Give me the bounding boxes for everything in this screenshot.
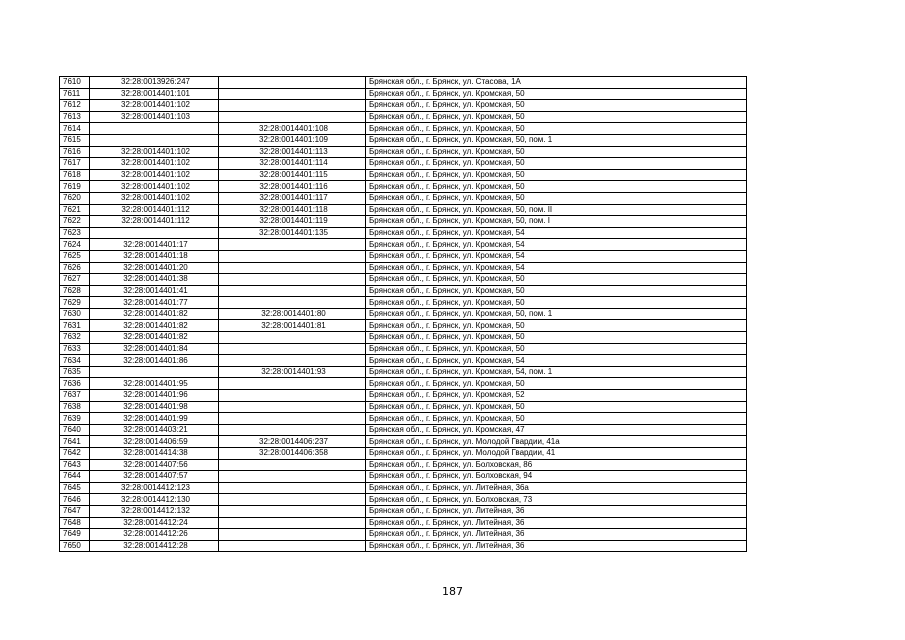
building-cadastral-number-cell [219, 297, 366, 309]
row-number-cell: 7623 [60, 227, 90, 239]
address-cell: Брянская обл., г. Брянск, ул. Кромская, 50 [366, 401, 747, 413]
building-cadastral-number-cell [219, 355, 366, 367]
table-row [60, 308, 747, 320]
land-cadastral-number-cell: 32:28:0014412:24 [90, 517, 219, 529]
table-row [60, 111, 747, 123]
row-number-cell: 7640 [60, 424, 90, 436]
land-cadastral-number-cell [90, 227, 219, 239]
land-cadastral-number-cell: 32:28:0014401:18 [90, 250, 219, 262]
building-cadastral-number-cell [219, 505, 366, 517]
address-cell: Брянская обл., г. Брянск, ул. Молодой Гвардии, 41 [366, 448, 747, 460]
land-cadastral-number-cell: 32:28:0014401:101 [90, 88, 219, 100]
address-cell: Брянская обл., г. Брянск, ул. Кромская, 50 [366, 320, 747, 332]
row-number-cell: 7641 [60, 436, 90, 448]
address-cell: Брянская обл., г. Брянск, ул. Кромская, 54 [366, 239, 747, 251]
table-row [60, 366, 747, 378]
row-number-cell: 7618 [60, 169, 90, 181]
row-number-cell: 7635 [60, 366, 90, 378]
land-cadastral-number-cell: 32:28:0014401:84 [90, 343, 219, 355]
table-row [60, 320, 747, 332]
table-row [60, 494, 747, 506]
row-number-cell: 7650 [60, 540, 90, 552]
address-cell: Брянская обл., г. Брянск, ул. Кромская, 50, пом. I [366, 216, 747, 228]
row-number-cell: 7642 [60, 448, 90, 460]
building-cadastral-number-cell [219, 274, 366, 286]
table-row [60, 285, 747, 297]
building-cadastral-number-cell: 32:28:0014401:81 [219, 320, 366, 332]
land-cadastral-number-cell: 32:28:0014412:28 [90, 540, 219, 552]
address-cell: Брянская обл., г. Брянск, ул. Кромская, 50 [366, 413, 747, 425]
land-cadastral-number-cell [90, 134, 219, 146]
address-cell: Брянская обл., г. Брянск, ул. Болховская, 86 [366, 459, 747, 471]
address-cell: Брянская обл., г. Брянск, ул. Литейная, 36 [366, 505, 747, 517]
table-row [60, 169, 747, 181]
row-number-cell: 7634 [60, 355, 90, 367]
row-number-cell: 7614 [60, 123, 90, 135]
building-cadastral-number-cell: 32:28:0014401:80 [219, 308, 366, 320]
land-cadastral-number-cell: 32:28:0014401:102 [90, 158, 219, 170]
land-cadastral-number-cell: 32:28:0014412:26 [90, 529, 219, 541]
address-cell: Брянская обл., г. Брянск, ул. Болховская, 94 [366, 471, 747, 483]
building-cadastral-number-cell [219, 343, 366, 355]
land-cadastral-number-cell: 32:28:0014401:112 [90, 216, 219, 228]
building-cadastral-number-cell [219, 471, 366, 483]
building-cadastral-number-cell [219, 250, 366, 262]
land-cadastral-number-cell: 32:28:0014401:77 [90, 297, 219, 309]
building-cadastral-number-cell [219, 88, 366, 100]
table-row [60, 529, 747, 541]
row-number-cell: 7613 [60, 111, 90, 123]
table-row [60, 540, 747, 552]
row-number-cell: 7630 [60, 308, 90, 320]
building-cadastral-number-cell [219, 529, 366, 541]
address-cell: Брянская обл., г. Брянск, ул. Кромская, 50 [366, 285, 747, 297]
row-number-cell: 7639 [60, 413, 90, 425]
land-cadastral-number-cell: 32:28:0014403:21 [90, 424, 219, 436]
table-row [60, 181, 747, 193]
row-number-cell: 7644 [60, 471, 90, 483]
table-row [60, 332, 747, 344]
address-cell: Брянская обл., г. Брянск, ул. Кромская, 50, пом. 1 [366, 308, 747, 320]
row-number-cell: 7611 [60, 88, 90, 100]
address-cell: Брянская обл., г. Брянск, ул. Кромская, 50 [366, 274, 747, 286]
land-cadastral-number-cell: 32:28:0014401:82 [90, 308, 219, 320]
row-number-cell: 7616 [60, 146, 90, 158]
row-number-cell: 7628 [60, 285, 90, 297]
address-cell: Брянская обл., г. Брянск, ул. Кромская, 50 [366, 158, 747, 170]
address-cell: Брянская обл., г. Брянск, ул. Кромская, 50 [366, 146, 747, 158]
building-cadastral-number-cell: 32:28:0014401:119 [219, 216, 366, 228]
row-number-cell: 7626 [60, 262, 90, 274]
building-cadastral-number-cell [219, 239, 366, 251]
land-cadastral-number-cell: 32:28:0014401:96 [90, 390, 219, 402]
address-cell: Брянская обл., г. Брянск, ул. Кромская, 50 [366, 100, 747, 112]
row-number-cell: 7645 [60, 482, 90, 494]
land-cadastral-number-cell: 32:28:0014412:123 [90, 482, 219, 494]
row-number-cell: 7627 [60, 274, 90, 286]
building-cadastral-number-cell [219, 285, 366, 297]
address-cell: Брянская обл., г. Брянск, ул. Кромская, 50 [366, 332, 747, 344]
address-cell: Брянская обл., г. Брянск, ул. Кромская, 54 [366, 262, 747, 274]
row-number-cell: 7633 [60, 343, 90, 355]
row-number-cell: 7646 [60, 494, 90, 506]
address-cell: Брянская обл., г. Брянск, ул. Стасова, 1А [366, 77, 747, 89]
table-row [60, 239, 747, 251]
table-row [60, 216, 747, 228]
building-cadastral-number-cell: 32:28:0014401:117 [219, 192, 366, 204]
building-cadastral-number-cell: 32:28:0014401:115 [219, 169, 366, 181]
table-row [60, 297, 747, 309]
registry-table-body [60, 77, 747, 552]
row-number-cell: 7647 [60, 505, 90, 517]
table-row [60, 355, 747, 367]
land-cadastral-number-cell: 32:28:0014414:38 [90, 448, 219, 460]
table-row [60, 77, 747, 89]
land-cadastral-number-cell: 32:28:0014401:112 [90, 204, 219, 216]
building-cadastral-number-cell [219, 517, 366, 529]
land-cadastral-number-cell: 32:28:0014401:102 [90, 169, 219, 181]
table-row [60, 517, 747, 529]
row-number-cell: 7615 [60, 134, 90, 146]
row-number-cell: 7624 [60, 239, 90, 251]
table-row [60, 390, 747, 402]
building-cadastral-number-cell [219, 77, 366, 89]
table-row [60, 146, 747, 158]
building-cadastral-number-cell: 32:28:0014401:118 [219, 204, 366, 216]
building-cadastral-number-cell [219, 262, 366, 274]
land-cadastral-number-cell: 32:28:0014412:132 [90, 505, 219, 517]
land-cadastral-number-cell: 32:28:0014401:38 [90, 274, 219, 286]
building-cadastral-number-cell: 32:28:0014401:114 [219, 158, 366, 170]
table-row [60, 482, 747, 494]
land-cadastral-number-cell: 32:28:0014406:59 [90, 436, 219, 448]
land-cadastral-number-cell: 32:28:0014401:98 [90, 401, 219, 413]
land-cadastral-number-cell: 32:28:0014412:130 [90, 494, 219, 506]
land-cadastral-number-cell: 32:28:0014401:82 [90, 320, 219, 332]
building-cadastral-number-cell [219, 332, 366, 344]
registry-table [59, 76, 747, 552]
address-cell: Брянская обл., г. Брянск, ул. Кромская, 50 [366, 169, 747, 181]
row-number-cell: 7620 [60, 192, 90, 204]
land-cadastral-number-cell: 32:28:0014401:86 [90, 355, 219, 367]
land-cadastral-number-cell: 32:28:0014401:102 [90, 181, 219, 193]
land-cadastral-number-cell: 32:28:0014401:103 [90, 111, 219, 123]
land-cadastral-number-cell: 32:28:0014401:102 [90, 146, 219, 158]
address-cell: Брянская обл., г. Брянск, ул. Литейная, 36 [366, 517, 747, 529]
building-cadastral-number-cell [219, 378, 366, 390]
building-cadastral-number-cell: 32:28:0014401:113 [219, 146, 366, 158]
land-cadastral-number-cell: 32:28:0014401:102 [90, 192, 219, 204]
address-cell: Брянская обл., г. Брянск, ул. Литейная, 36а [366, 482, 747, 494]
row-number-cell: 7648 [60, 517, 90, 529]
row-number-cell: 7631 [60, 320, 90, 332]
address-cell: Брянская обл., г. Брянск, ул. Кромская, 50, пом. 1 [366, 134, 747, 146]
table-row [60, 158, 747, 170]
land-cadastral-number-cell: 32:28:0014407:56 [90, 459, 219, 471]
land-cadastral-number-cell: 32:28:0014401:82 [90, 332, 219, 344]
building-cadastral-number-cell: 32:28:0014401:93 [219, 366, 366, 378]
address-cell: Брянская обл., г. Брянск, ул. Литейная, 36 [366, 529, 747, 541]
row-number-cell: 7621 [60, 204, 90, 216]
row-number-cell: 7637 [60, 390, 90, 402]
page-number: 187 [442, 585, 463, 598]
address-cell: Брянская обл., г. Брянск, ул. Кромская, 54 [366, 250, 747, 262]
address-cell: Брянская обл., г. Брянск, ул. Кромская, 54 [366, 355, 747, 367]
address-cell: Брянская обл., г. Брянск, ул. Кромская, 50, пом. II [366, 204, 747, 216]
address-cell: Брянская обл., г. Брянск, ул. Кромская, 50 [366, 378, 747, 390]
table-row [60, 134, 747, 146]
address-cell: Брянская обл., г. Брянск, ул. Кромская, 54, пом. 1 [366, 366, 747, 378]
row-number-cell: 7643 [60, 459, 90, 471]
address-cell: Брянская обл., г. Брянск, ул. Кромская, 50 [366, 297, 747, 309]
land-cadastral-number-cell: 32:28:0014401:99 [90, 413, 219, 425]
table-row [60, 413, 747, 425]
table-row [60, 274, 747, 286]
table-row [60, 424, 747, 436]
address-cell: Брянская обл., г. Брянск, ул. Кромская, 47 [366, 424, 747, 436]
row-number-cell: 7632 [60, 332, 90, 344]
table-row [60, 459, 747, 471]
table-row [60, 192, 747, 204]
row-number-cell: 7617 [60, 158, 90, 170]
building-cadastral-number-cell: 32:28:0014406:358 [219, 448, 366, 460]
building-cadastral-number-cell [219, 100, 366, 112]
building-cadastral-number-cell: 32:28:0014401:108 [219, 123, 366, 135]
row-number-cell: 7610 [60, 77, 90, 89]
table-row [60, 378, 747, 390]
address-cell: Брянская обл., г. Брянск, ул. Кромская, 50 [366, 192, 747, 204]
land-cadastral-number-cell: 32:28:0014401:95 [90, 378, 219, 390]
building-cadastral-number-cell [219, 459, 366, 471]
table-row [60, 227, 747, 239]
address-cell: Брянская обл., г. Брянск, ул. Кромская, 50 [366, 111, 747, 123]
table-row [60, 250, 747, 262]
address-cell: Брянская обл., г. Брянск, ул. Кромская, 50 [366, 123, 747, 135]
row-number-cell: 7638 [60, 401, 90, 413]
address-cell: Брянская обл., г. Брянск, ул. Кромская, 50 [366, 181, 747, 193]
row-number-cell: 7636 [60, 378, 90, 390]
building-cadastral-number-cell: 32:28:0014401:109 [219, 134, 366, 146]
row-number-cell: 7622 [60, 216, 90, 228]
address-cell: Брянская обл., г. Брянск, ул. Кромская, 54 [366, 227, 747, 239]
building-cadastral-number-cell [219, 390, 366, 402]
building-cadastral-number-cell [219, 494, 366, 506]
land-cadastral-number-cell [90, 123, 219, 135]
table-row [60, 401, 747, 413]
address-cell: Брянская обл., г. Брянск, ул. Кромская, 52 [366, 390, 747, 402]
land-cadastral-number-cell [90, 366, 219, 378]
row-number-cell: 7612 [60, 100, 90, 112]
land-cadastral-number-cell: 32:28:0014407:57 [90, 471, 219, 483]
table-row [60, 448, 747, 460]
table-row [60, 262, 747, 274]
building-cadastral-number-cell [219, 111, 366, 123]
address-cell: Брянская обл., г. Брянск, ул. Литейная, 36 [366, 540, 747, 552]
building-cadastral-number-cell: 32:28:0014401:135 [219, 227, 366, 239]
table-row [60, 505, 747, 517]
address-cell: Брянская обл., г. Брянск, ул. Кромская, 50 [366, 88, 747, 100]
table-row [60, 343, 747, 355]
table-row [60, 436, 747, 448]
building-cadastral-number-cell [219, 540, 366, 552]
building-cadastral-number-cell [219, 482, 366, 494]
address-cell: Брянская обл., г. Брянск, ул. Болховская, 73 [366, 494, 747, 506]
row-number-cell: 7619 [60, 181, 90, 193]
building-cadastral-number-cell [219, 424, 366, 436]
table-row [60, 88, 747, 100]
table-row [60, 471, 747, 483]
land-cadastral-number-cell: 32:28:0014401:20 [90, 262, 219, 274]
address-cell: Брянская обл., г. Брянск, ул. Кромская, 50 [366, 343, 747, 355]
building-cadastral-number-cell: 32:28:0014406:237 [219, 436, 366, 448]
building-cadastral-number-cell [219, 401, 366, 413]
land-cadastral-number-cell: 32:28:0014401:102 [90, 100, 219, 112]
land-cadastral-number-cell: 32:28:0013926:247 [90, 77, 219, 89]
land-cadastral-number-cell: 32:28:0014401:17 [90, 239, 219, 251]
table-row [60, 123, 747, 135]
row-number-cell: 7629 [60, 297, 90, 309]
building-cadastral-number-cell [219, 413, 366, 425]
address-cell: Брянская обл., г. Брянск, ул. Молодой Гвардии, 41а [366, 436, 747, 448]
land-cadastral-number-cell: 32:28:0014401:41 [90, 285, 219, 297]
building-cadastral-number-cell: 32:28:0014401:116 [219, 181, 366, 193]
table-row [60, 204, 747, 216]
row-number-cell: 7649 [60, 529, 90, 541]
row-number-cell: 7625 [60, 250, 90, 262]
table-row [60, 100, 747, 112]
